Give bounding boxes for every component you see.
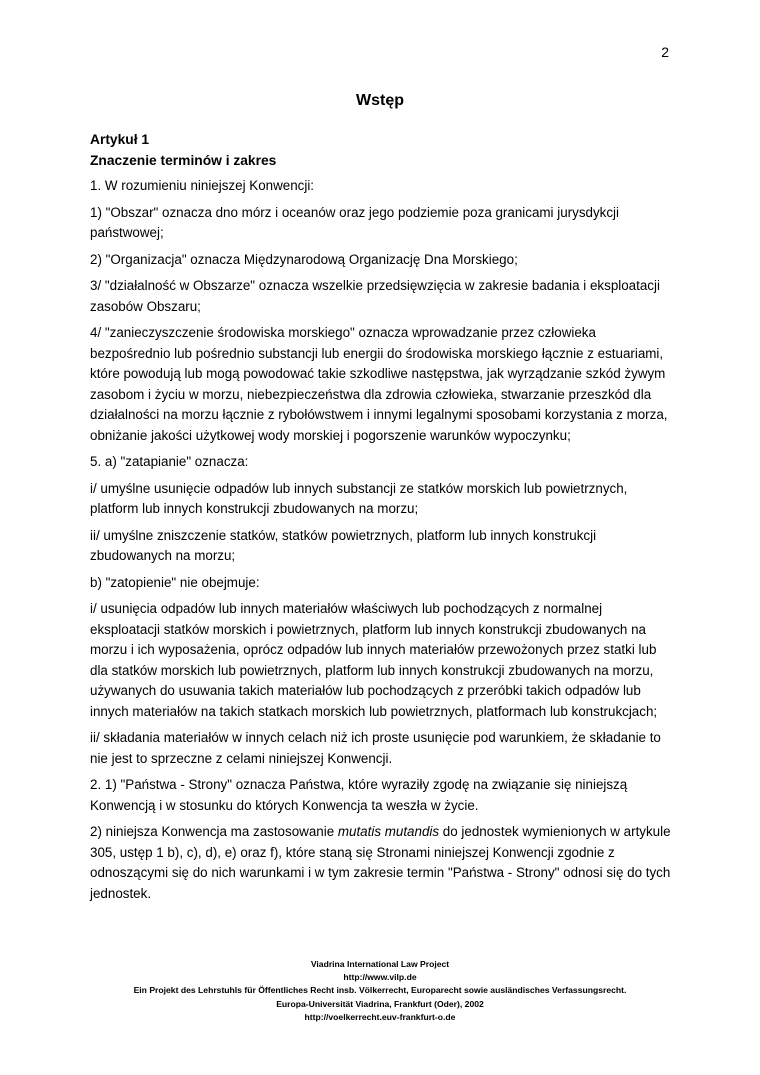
paragraph: ii/ umyślne zniszczenie statków, statków powietrznych, platform lub innych konstrukcji zbudowanych na morzu;	[90, 527, 597, 563]
footer-chair-link: http://voelkerrecht.euv-frankfurt-o.de	[304, 1011, 456, 1022]
page-number: 2	[661, 44, 669, 60]
paragraph: 1. W rozumieniu niniejszej Konwencji:	[90, 178, 315, 193]
article-heading: Artykuł 1	[90, 132, 150, 147]
paragraph: ii/ składania materiałów w innych celach niż ich proste usunięcie pod warunkiem, że składanie to nie jest to sprzeczne z celami niniejszej Konwencji.	[90, 730, 661, 766]
paragraph: i/ umyślne usunięcie odpadów lub innych substancji ze statków morskich lub powietrznych, platform lub innych konstrukcji zbudowanych na morzu;	[90, 480, 628, 516]
paragraph: 2) "Organizacja" oznacza Międzynarodową Organizację Dna Morskiego;	[90, 251, 518, 267]
footer-chair-description: Ein Projekt des Lehrstuhls für Öffentliches Recht insb. Völkerrecht, Europarecht sowie ausländisches Verfassungsrecht.	[133, 985, 627, 996]
footer-university: Europa-Universität Viadrina, Frankfurt (Oder), 2002	[276, 998, 484, 1009]
paragraph: 2. 1) "Państwa - Strony" oznacza Państwa, które wyraziły zgodę na związanie się niniejszą Konwencją i w stosunku do których Konwencja ta weszła w życie.	[90, 777, 628, 813]
paragraph: 5. a) "zatapianie" oznacza:	[90, 454, 249, 469]
paragraph: b) "zatopienie" nie obejmuje:	[90, 574, 260, 590]
paragraph: i/ usunięcia odpadów lub innych materiałów właściwych lub pochodzących z normalnej eksploatacji statków morskich i powietrznych, platform lub innych konstrukcji zbudowanych na morzu i ich wyposażenia, oprócz odpadów lub innych materiałów przewożonych przez statki lub dla statków morskich lub powietrznych, platform lub innych konstrukcji zbudowanych na morzu, używanych do usuwania takich materiałów lub pochodzących z przeróbki takich odpadów lub innych materiałów na takich statkach morskich lub powietrznych, platformach lub konstrukcjach;	[90, 601, 658, 719]
paragraph-mutatis-mutandis	[90, 822, 675, 904]
page-footer	[0, 958, 760, 1024]
paragraph: 4/ "zanieczyszczenie środowiska morskiego" oznacza wprowadzanie przez człowieka bezpośrednio lub pośrednio substancji lub energii do środowiska morskiego łącznie z estuariami, które powodują lub mogą powodować takie szkodliwe następstwa, jak wyrządzanie szkód żywym zasobom i życiu w morzu, niebezpieczeństwa dla zdrowia człowieka, stwarzanie przeszkód dla działalności na morzu łącznie z rybołówstwem i innymi legalnymi sposobami korzystania z morza, obniżanie jakości użytkowej wody morskiej i pogorszenie warunków wypoczynku;	[90, 325, 668, 443]
paragraph-text-start: 2) niniejsza Konwencja ma zastosowanie	[90, 824, 338, 839]
page-title: Wstęp	[356, 92, 404, 109]
paragraph-text-end: do jednostek wymienionych w artykule 305, ustęp 1 b), c), d), e) oraz f), które staną się Stronami niniejszej Konwencji zgodnie z odnoszącymi się do nich warunkami i w tym zakresie termin "Państwa - Strony" odnosi się do tych jednostek.	[90, 824, 671, 901]
article-subheading: Znaczenie terminów i zakres	[90, 152, 277, 168]
footer-project-name: Viadrina International Law Project	[310, 959, 450, 969]
paragraph: 3/ "działalność w Obszarze" oznacza wszelkie przedsięwzięcia w zakresie badania i eksploatacji zasobów Obszaru;	[90, 278, 660, 314]
document-body	[90, 130, 675, 910]
paragraph: 1) "Obszar" oznacza dno mórz i oceanów oraz jego podziemie poza granicami jurysdykcji państwowej;	[90, 204, 620, 240]
italic-term: mutatis mutandis	[337, 824, 440, 839]
footer-project-link: http://www.vilp.de	[343, 972, 417, 983]
